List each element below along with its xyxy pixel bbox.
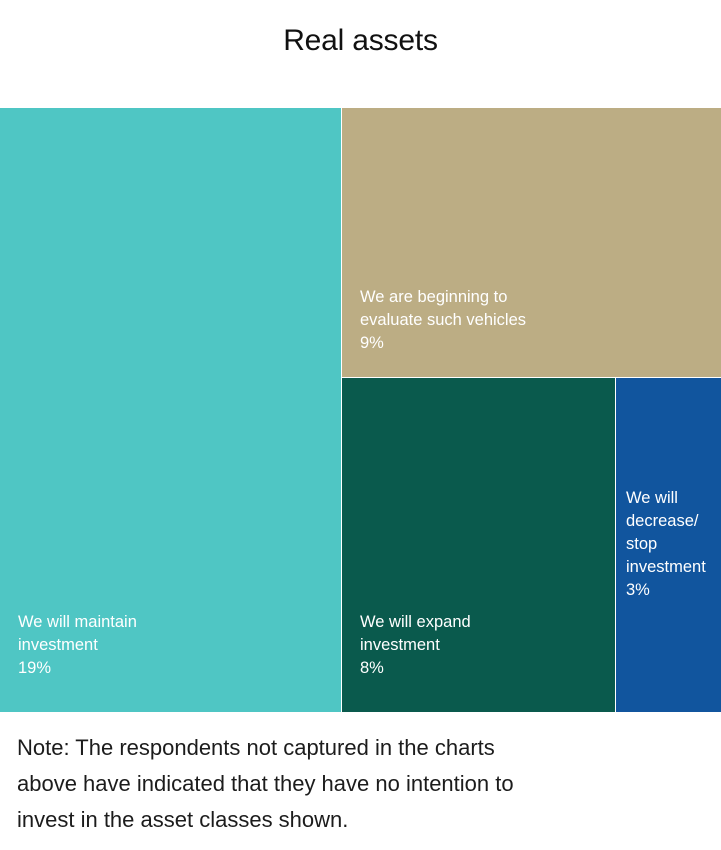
treemap-tile-evaluate-label [360, 286, 709, 355]
chart-footnote-line3: invest in the asset classes shown. [17, 807, 349, 832]
chart-footnote-line2: above have indicated that they have no intention to [17, 771, 514, 796]
chart-footnote-line1: Note: The respondents not captured in the charts [17, 735, 495, 760]
treemap-tile-evaluate-vehicles[interactable] [342, 108, 721, 377]
treemap-tile-maintain-value: 19% [18, 659, 52, 677]
treemap-tile-expand-investment[interactable] [342, 378, 615, 712]
treemap-tile-expand-label-line1: We will expand [360, 613, 471, 631]
treemap-tile-decrease-label-line1: We will [626, 489, 678, 507]
treemap-tile-evaluate-value: 9% [360, 334, 384, 352]
treemap-tile-maintain-label-line1: We will maintain [18, 613, 137, 631]
page-title: Real assets [283, 24, 438, 57]
treemap-tile-decrease-label-line2: decrease/ [626, 512, 699, 530]
treemap-tile-expand-label-line2: investment [360, 636, 440, 654]
treemap-tile-decrease-label [626, 487, 715, 602]
treemap-tile-evaluate-label-line2: evaluate such vehicles [360, 311, 527, 329]
treemap-chart [0, 108, 721, 712]
treemap-tile-expand-label [360, 611, 603, 680]
treemap-tile-decrease-stop-investment[interactable] [616, 378, 721, 712]
treemap-tile-decrease-label-line3: stop [626, 535, 658, 553]
treemap-tile-decrease-label-line4: investment [626, 558, 706, 576]
treemap-tile-maintain-label-line2: investment [18, 636, 98, 654]
treemap-tile-decrease-value: 3% [626, 581, 650, 599]
treemap-tile-maintain-investment[interactable] [0, 108, 341, 712]
treemap-tile-evaluate-label-line1: We are beginning to [360, 288, 508, 306]
treemap-tile-expand-value: 8% [360, 659, 384, 677]
chart-footnote [17, 730, 707, 838]
treemap-tile-maintain-label [18, 611, 329, 680]
